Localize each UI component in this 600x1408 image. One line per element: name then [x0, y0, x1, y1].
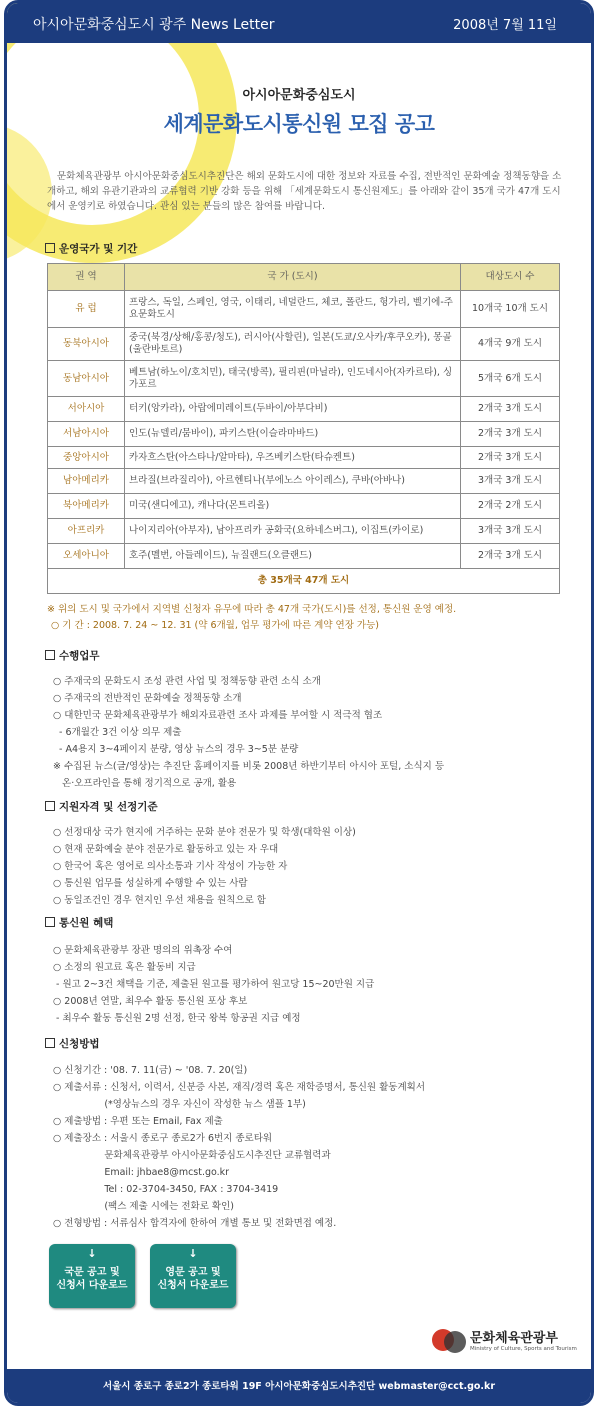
table-row — [48, 397, 560, 422]
section-benefits-heading: 통신원 혜택 — [45, 915, 113, 930]
count-cell: 5개국 6개 도시 — [461, 361, 560, 397]
benefits-list — [53, 942, 374, 1027]
region-cell: 유 럽 — [48, 291, 125, 328]
list-item: ○ 동일조건인 경우 현지인 우선 채용을 원칙으로 함 — [53, 895, 266, 906]
checkbox-bullet-icon — [45, 650, 55, 660]
list-item: ○ 2008년 연말, 최우수 활동 통신원 포상 후보 — [53, 996, 248, 1007]
section-duties-heading: 수행업무 — [45, 648, 100, 663]
list-item: 문화체육관광부 아시아문화중심도시추진단 교류협력과 — [53, 1150, 331, 1161]
countries-table — [47, 263, 560, 594]
list-item: ○ 문화체육관광부 장관 명의의 위촉장 수여 — [53, 945, 233, 956]
table-total-row — [48, 569, 560, 594]
newsletter-title: 아시아문화중심도시 광주 News Letter — [33, 17, 275, 33]
list-item: ○ 대한민국 문화체육관광부가 해외자료관련 조사 과제를 부여할 시 적극적 협조 — [53, 710, 383, 721]
count-cell: 2개국 3개 도시 — [461, 544, 560, 569]
download-english-button[interactable]: ↓ 영문 공고 및 신청서 다운로드 — [150, 1244, 236, 1308]
countries-cell: 호주(멜번, 아들레이드), 뉴질랜드(오클랜드) — [125, 544, 461, 569]
list-item: ○ 주재국의 문화도시 조성 관련 사업 및 정책동향 관련 소식 소개 — [53, 676, 321, 687]
list-item: 온·오프라인을 통해 정기적으로 공개, 활용 — [53, 778, 237, 789]
region-cell: 서남아시아 — [48, 422, 125, 447]
intro-paragraph: 문화체육관광부 아시아문화중심도시추진단은 해외 문화도시에 대한 정보와 자료를 수집, 전반적인 문화예술 정책동향을 소개하고, 해외 유관기관과의 교류협력 기반 강화 등을 위해 「세계문화도시 통신원제도」를 아래와 같이 35개 국가 47개 도시에서 운영키로 하였습니다. 관심 있는 분들의 많은 참여를 바랍니다. — [47, 171, 562, 212]
list-item: ○ 제출방법 : 우편 또는 Email, Fax 제출 — [53, 1116, 223, 1127]
ministry-logo — [432, 1323, 582, 1359]
table-header-row — [48, 264, 560, 291]
count-cell: 4개국 9개 도시 — [461, 328, 560, 361]
footer-address: 서울시 종로구 종로2가 종로타워 19F 아시아문화중심도시추진단 webmaster@cct.go.kr — [102, 1381, 496, 1392]
checkbox-bullet-icon — [45, 1038, 55, 1048]
list-item: - 6개월간 3건 이상 의무 제출 — [53, 727, 182, 738]
list-item: ○ 현재 문화예술 분야 전문가로 활동하고 있는 자 우대 — [53, 844, 279, 855]
countries-cell: 중국(북경/상해/홍콩/청도), 러시아(사할린), 일본(도쿄/오사카/후쿠오카), 몽골(울란바토르) — [125, 328, 461, 361]
table-row — [48, 544, 560, 569]
table-row — [48, 469, 560, 494]
region-cell: 서아시아 — [48, 397, 125, 422]
checkbox-bullet-icon — [45, 917, 55, 927]
newsletter-frame — [4, 0, 594, 1406]
table-row — [48, 422, 560, 447]
list-item: - 최우수 활동 통신원 2명 선정, 한국 왕복 항공권 지급 예정 — [53, 1013, 301, 1024]
countries-cell: 터키(앙카라), 아랍에미레이트(두바이/아부다비) — [125, 397, 461, 422]
logo-english: Ministry of Culture, Sports and Tourism — [470, 1346, 577, 1352]
countries-cell: 프랑스, 독일, 스페인, 영국, 이태리, 네덜란드, 체코, 폴란드, 헝가리, 벨기에-주요문화도시 — [125, 291, 461, 328]
header-bar — [7, 3, 591, 43]
list-item: ※ 수집된 뉴스(글/영상)는 추진단 홈페이지를 비롯 2008년 하반기부터 아시아 포털, 소식지 등 — [53, 761, 445, 772]
count-cell: 3개국 3개 도시 — [461, 519, 560, 544]
region-cell: 남아메리카 — [48, 469, 125, 494]
list-item: - A4용지 3~4페이지 분량, 영상 뉴스의 경우 3~5분 분량 — [53, 744, 299, 755]
region-cell: 오세아니아 — [48, 544, 125, 569]
footer-bar — [7, 1369, 591, 1403]
table-row — [48, 361, 560, 397]
list-item: (*영상뉴스의 경우 자신이 작성한 뉴스 샘플 1부) — [53, 1099, 306, 1110]
list-item: (팩스 제출 시에는 전화로 확인) — [53, 1201, 234, 1212]
download-arrow-icon: ↓ — [87, 1247, 97, 1260]
list-item: ○ 통신원 업무를 성실하게 수행할 수 있는 사람 — [53, 878, 248, 889]
countries-cell: 미국(샌디에고), 캐나다(몬트리올) — [125, 494, 461, 519]
region-cell: 동남아시아 — [48, 361, 125, 397]
list-item: - 원고 2~3건 채택을 기준, 제출된 원고를 평가하여 원고당 15~20만원 지급 — [53, 979, 375, 990]
list-item: ○ 제출서류 : 신청서, 이력서, 신분증 사본, 재직/경력 혹은 재학증명서, 통신원 활동계획서 — [53, 1082, 426, 1093]
countries-cell: 인도(뉴델리/뭄바이), 파키스탄(이슬라마바드) — [125, 422, 461, 447]
region-cell: 아프리카 — [48, 519, 125, 544]
download-arrow-icon: ↓ — [188, 1247, 198, 1260]
list-item: Email: jhbae8@mcst.go.kr — [53, 1167, 230, 1178]
table-row — [48, 328, 560, 361]
qualification-list — [53, 824, 356, 909]
page-subtitle: 아시아문화중심도시 — [242, 88, 356, 103]
list-item: Tel : 02-3704-3450, FAX : 3704-3419 — [53, 1184, 279, 1195]
count-cell: 2개국 3개 도시 — [461, 422, 560, 447]
list-item: ○ 한국어 혹은 영어로 의사소통과 기사 작성이 가능한 자 — [53, 861, 288, 872]
note-selection: ※ 위의 도시 및 국가에서 지역별 신청자 유무에 따라 총 47개 국가(도시)를 선정, 통신원 운영 예정. — [47, 604, 457, 615]
countries-cell: 카자흐스탄(아스타나/알마타), 우즈베키스탄(타슈켄트) — [125, 447, 461, 469]
countries-cell: 베트남(하노이/호치민), 태국(방콕), 필리핀(마닐라), 인도네시아(자카르타), 싱가포르 — [125, 361, 461, 397]
table-header-cell: 대상도시 수 — [461, 264, 560, 291]
count-cell: 2개국 2개 도시 — [461, 494, 560, 519]
list-item: ○ 제출장소 : 서울시 종로구 종로2가 6번지 종로타워 — [53, 1133, 273, 1144]
section-apply-heading: 신청방법 — [45, 1036, 100, 1051]
list-item: ○ 신청기간 : '08. 7. 11(금) ~ '08. 7. 20(일) — [53, 1065, 248, 1076]
count-cell: 10개국 10개 도시 — [461, 291, 560, 328]
list-item: ○ 주재국의 전반적인 문화예술 정책동향 소개 — [53, 693, 242, 704]
duties-list — [53, 673, 444, 792]
countries-cell: 나이지리아(아부자), 남아프리카 공화국(요하네스버그), 이집트(카이로) — [125, 519, 461, 544]
download-korean-button[interactable]: ↓ 국문 공고 및 신청서 다운로드 — [49, 1244, 135, 1308]
checkbox-bullet-icon — [45, 243, 55, 253]
table-row — [48, 447, 560, 469]
section-countries-heading: 운영국가 및 기간 — [45, 241, 137, 256]
table-row — [48, 291, 560, 328]
region-cell: 동북아시아 — [48, 328, 125, 361]
section-qualification-heading: 지원자격 및 선정기준 — [45, 799, 158, 814]
page-title: 세계문화도시통신원 모집 공고 — [163, 112, 435, 136]
count-cell: 3개국 3개 도시 — [461, 469, 560, 494]
region-cell: 중앙아시아 — [48, 447, 125, 469]
table-header-cell: 권 역 — [48, 264, 125, 291]
region-cell: 북아메리카 — [48, 494, 125, 519]
count-cell: 2개국 3개 도시 — [461, 397, 560, 422]
list-item: ○ 소정의 원고료 혹은 활동비 지급 — [53, 962, 196, 973]
total-cell: 총 35개국 47개 도시 — [48, 569, 560, 594]
countries-cell: 브라질(브라질리아), 아르헨티나(부에노스 아이레스), 쿠바(아바나) — [125, 469, 461, 494]
newsletter-date: 2008년 7월 11일 — [453, 18, 557, 33]
table-row — [48, 519, 560, 544]
checkbox-bullet-icon — [45, 801, 55, 811]
table-row — [48, 494, 560, 519]
logo-name: 문화체육관광부 — [470, 1331, 558, 1346]
list-item: ○ 전형방법 : 서류심사 합격자에 한하여 개별 통보 및 전화면접 예정. — [53, 1218, 337, 1229]
count-cell: 2개국 3개 도시 — [461, 447, 560, 469]
apply-list — [53, 1062, 425, 1232]
note-period: ○ 기 간 : 2008. 7. 24 ~ 12. 31 (약 6개월, 업무 평가에 따른 계약 연장 가능) — [51, 620, 379, 631]
table-header-cell: 국 가 (도시) — [125, 264, 461, 291]
list-item: ○ 선정대상 국가 현지에 거주하는 문화 분야 전문가 및 학생(대학원 이상) — [53, 827, 356, 838]
